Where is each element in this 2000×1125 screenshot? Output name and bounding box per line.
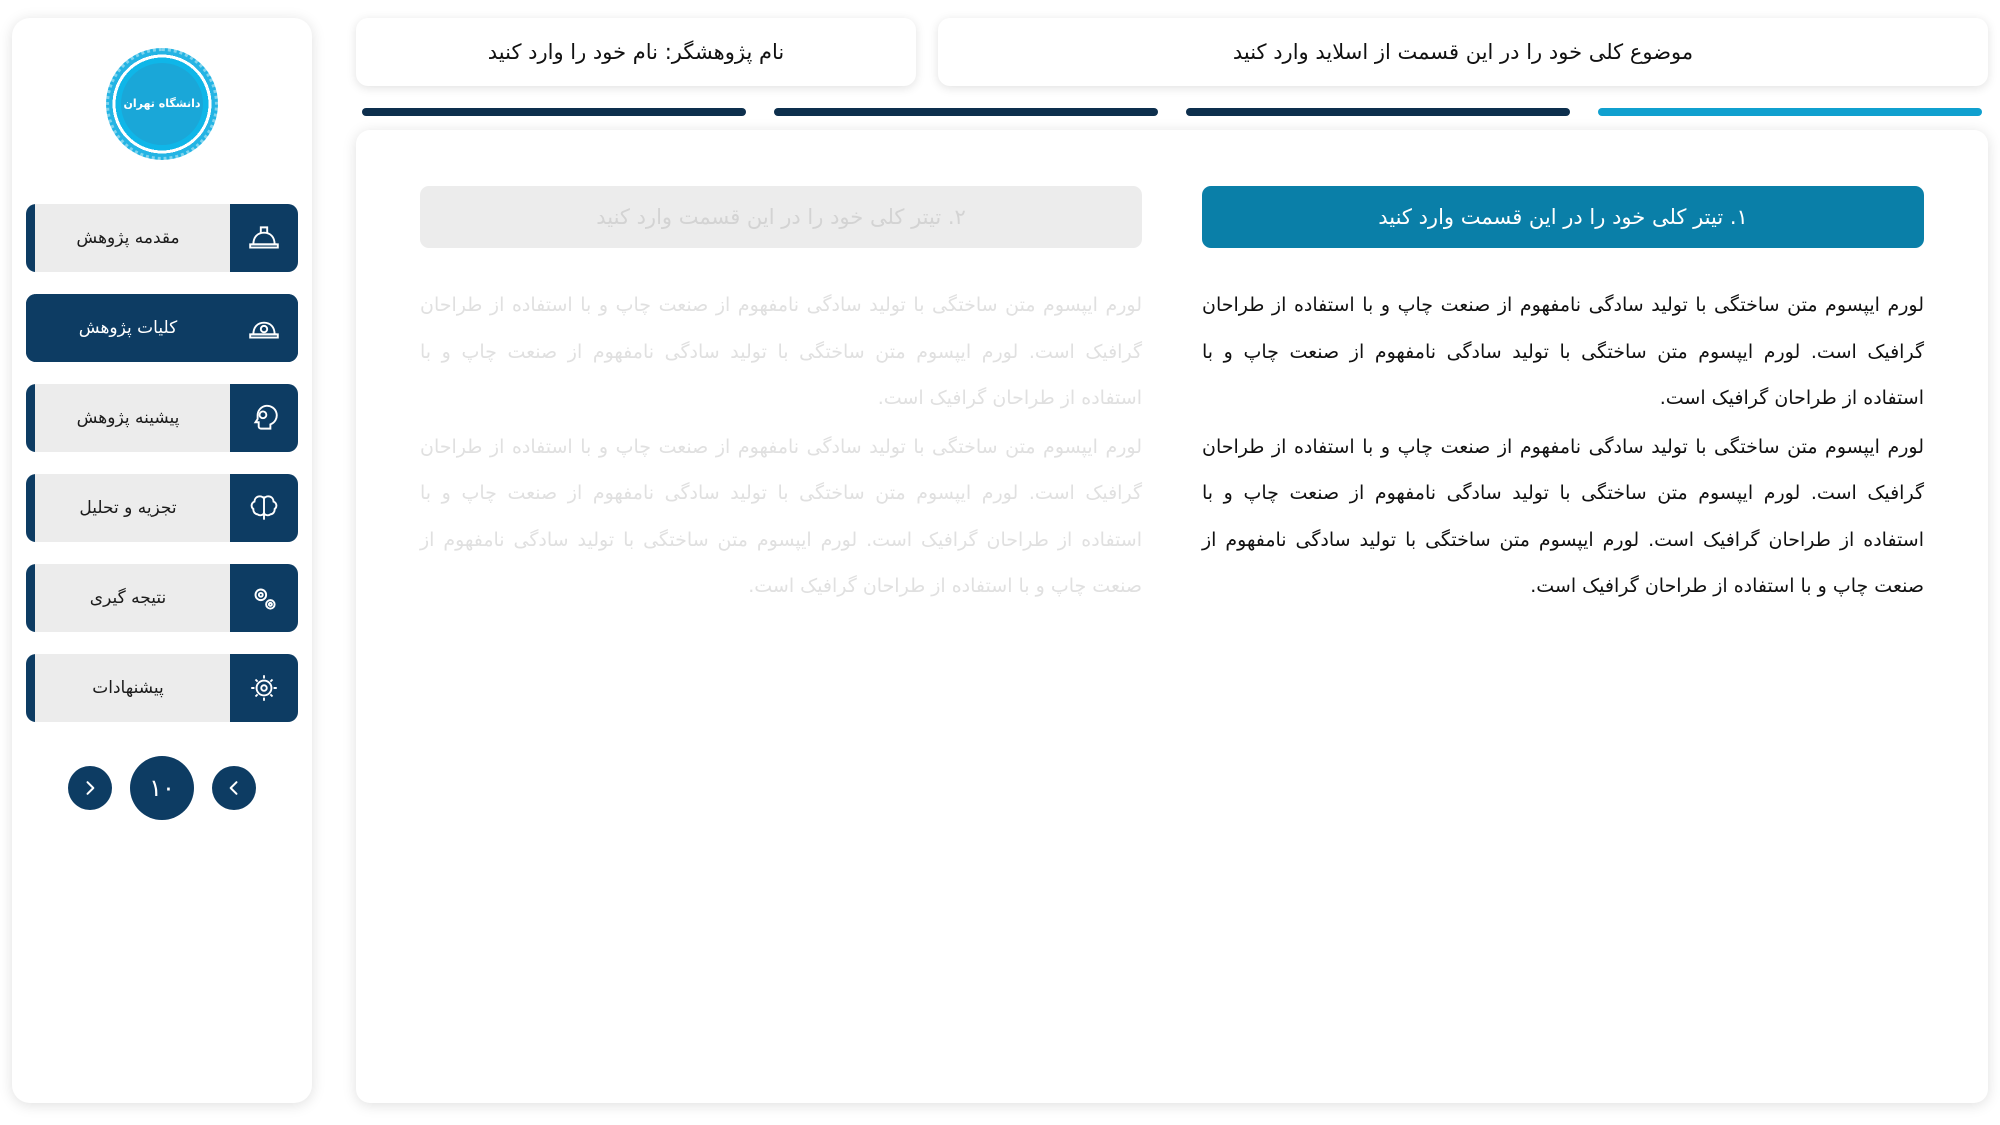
sidebar-item-label: مقدمه پژوهش [76, 228, 180, 248]
brain-gear-icon [230, 474, 298, 542]
sidebar-nav [26, 204, 298, 722]
next-slide-button[interactable] [212, 766, 256, 810]
helmet-icon [230, 204, 298, 272]
sidebar-item-overview[interactable] [26, 294, 298, 362]
logo-text: دانشگاه تهران [121, 63, 203, 145]
page-number: ۱۰ [130, 756, 194, 820]
topic-title[interactable]: موضوع کلی خود را در این قسمت از اسلاید وارد کنید [938, 18, 1988, 86]
pager [26, 756, 298, 820]
slide-canvas [356, 130, 1988, 1103]
sidebar-item-label: تجزیه و تحلیل [79, 498, 177, 518]
column-1-paragraph-1[interactable]: لورم ایپسوم متن ساختگی با تولید سادگی نامفهوم از صنعت چاپ و با استفاده از طراحان گرافیک است. لورم ایپسوم متن ساختگی با تولید سادگی نامفهوم از صنعت چاپ و با استفاده از طراحان گرافیک است. [1202, 294, 1924, 410]
main-area [332, 0, 2000, 1125]
sidebar-item-label: پیشنهادات [92, 678, 164, 698]
accent-bar [26, 204, 35, 272]
sidebar-item-label: نتیجه گیری [89, 588, 167, 608]
top-bar [356, 18, 1988, 86]
column-1-title[interactable]: ۱. تیتر کلی خود را در این قسمت وارد کنید [1202, 186, 1924, 248]
accent-bar [26, 564, 35, 632]
university-emblem-icon [106, 48, 218, 160]
column-1-paragraph-2[interactable]: لورم ایپسوم متن ساختگی با تولید سادگی نامفهوم از صنعت چاپ و با استفاده از طراحان گرافیک است. لورم ایپسوم متن ساختگی با تولید سادگی نامفهوم از صنعت چاپ و با استفاده از طراحان گرافیک است. لورم ایپسوم متن ساختگی با تولید سادگی نامفهوم از صنعت چاپ و با استفاده از طراحان گرافیک است. [1202, 435, 1924, 598]
progress-segment-4[interactable] [1598, 108, 1982, 116]
sidebar [12, 18, 312, 1103]
progress-segment-1[interactable] [362, 108, 746, 116]
content-column-1 [1202, 186, 1924, 1063]
logo [88, 44, 236, 164]
accent-bar [26, 384, 35, 452]
sidebar-item-introduction[interactable] [26, 204, 298, 272]
sidebar-item-background[interactable] [26, 384, 298, 452]
accent-bar [26, 474, 35, 542]
column-2-paragraph-1[interactable]: لورم ایپسوم متن ساختگی با تولید سادگی نامفهوم از صنعت چاپ و با استفاده از طراحان گرافیک است. لورم ایپسوم متن ساختگی با تولید سادگی نامفهوم از صنعت چاپ و با استفاده از طراحان گرافیک است. [420, 294, 1142, 410]
gear-icon [230, 654, 298, 722]
head-gear-icon [230, 384, 298, 452]
sidebar-item-label: کلیات پژوهش [78, 318, 178, 338]
gears-icon [230, 564, 298, 632]
author-name[interactable]: نام پژوهشگر: نام خود را وارد کنید [356, 18, 916, 86]
progress-segment-2[interactable] [774, 108, 1158, 116]
slide-progress [362, 108, 1982, 116]
column-2-paragraph-2[interactable]: لورم ایپسوم متن ساختگی با تولید سادگی نامفهوم از صنعت چاپ و با استفاده از طراحان گرافیک است. لورم ایپسوم متن ساختگی با تولید سادگی نامفهوم از صنعت چاپ و با استفاده از طراحان گرافیک است. لورم ایپسوم متن ساختگی با تولید سادگی نامفهوم از صنعت چاپ و با استفاده از طراحان گرافیک است. [420, 435, 1142, 598]
accent-bar [26, 654, 35, 722]
progress-segment-3[interactable] [1186, 108, 1570, 116]
sidebar-item-label: پیشینه پژوهش [76, 408, 180, 428]
helmet-gear-icon [230, 294, 298, 362]
sidebar-item-conclusion[interactable] [26, 564, 298, 632]
sidebar-item-analysis[interactable] [26, 474, 298, 542]
accent-bar [26, 294, 35, 362]
column-2-title[interactable]: ۲. تیتر کلی خود را در این قسمت وارد کنید [420, 186, 1142, 248]
prev-slide-button[interactable] [68, 766, 112, 810]
content-column-2 [420, 186, 1142, 1063]
sidebar-item-suggestions[interactable] [26, 654, 298, 722]
